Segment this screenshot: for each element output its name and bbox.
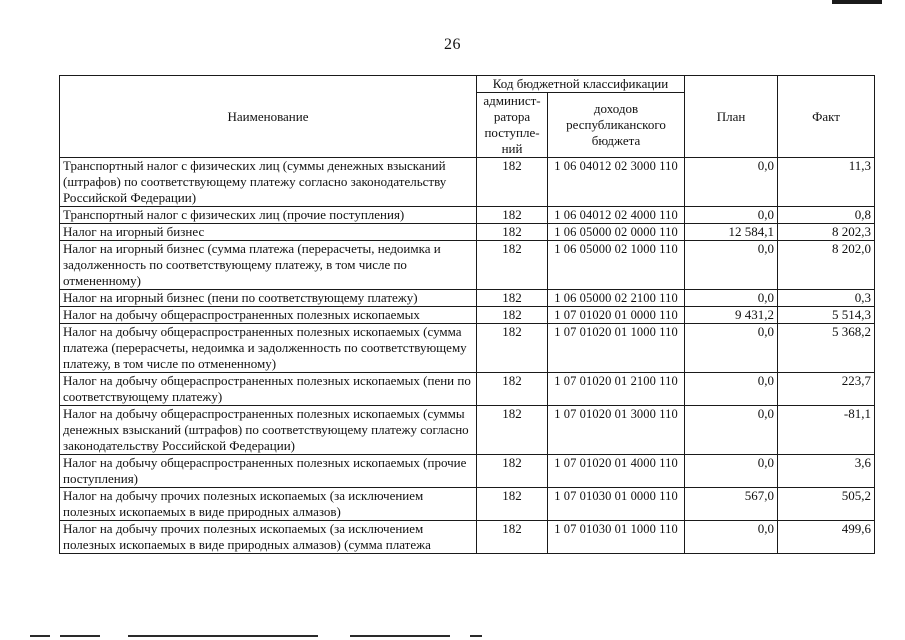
- row-admin-code: 182: [477, 373, 548, 406]
- row-budget-code: 1 07 01020 01 2100 110: [548, 373, 685, 406]
- row-admin-code: 182: [477, 455, 548, 488]
- row-plan: 0,0: [685, 207, 778, 224]
- row-plan: 9 431,2: [685, 307, 778, 324]
- row-fact: 11,3: [778, 158, 875, 207]
- header-plan: План: [685, 76, 778, 158]
- table-row: [60, 406, 875, 455]
- table-row: [60, 241, 875, 290]
- row-name: Налог на игорный бизнес: [60, 224, 477, 241]
- table-row: [60, 158, 875, 207]
- page-number: 26: [444, 36, 461, 53]
- row-budget-code: 1 06 05000 02 0000 110: [548, 224, 685, 241]
- row-plan: 0,0: [685, 324, 778, 373]
- header-revenue: доходов республиканского бюджета: [548, 93, 685, 158]
- row-fact: 8 202,3: [778, 224, 875, 241]
- table-row: [60, 224, 875, 241]
- row-name: Транспортный налог с физических лиц (прочие поступления): [60, 207, 477, 224]
- row-name: Налог на игорный бизнес (пени по соответствующему платежу): [60, 290, 477, 307]
- table-header: [60, 76, 875, 158]
- row-admin-code: 182: [477, 290, 548, 307]
- row-admin-code: 182: [477, 158, 548, 207]
- table-row: [60, 521, 875, 554]
- table-row: [60, 307, 875, 324]
- row-budget-code: 1 07 01020 01 3000 110: [548, 406, 685, 455]
- row-fact: 5 368,2: [778, 324, 875, 373]
- row-name: Налог на добычу общераспространенных полезных ископаемых (суммы денежных взысканий (штрафов) по соответствующему платежу согласно законодательству Российской Федерации): [60, 406, 477, 455]
- row-admin-code: 182: [477, 224, 548, 241]
- row-plan: 12 584,1: [685, 224, 778, 241]
- row-admin-code: 182: [477, 488, 548, 521]
- row-admin-code: 182: [477, 406, 548, 455]
- table-row: [60, 373, 875, 406]
- table-row: [60, 290, 875, 307]
- row-plan: 567,0: [685, 488, 778, 521]
- row-admin-code: 182: [477, 521, 548, 554]
- row-budget-code: 1 07 01020 01 4000 110: [548, 455, 685, 488]
- row-fact: 0,3: [778, 290, 875, 307]
- row-name: Налог на добычу прочих полезных ископаемых (за исключением полезных ископаемых в виде природных алмазов): [60, 488, 477, 521]
- table-row: [60, 207, 875, 224]
- header-admin: админист-ратора поступле-ний: [477, 93, 548, 158]
- table-row: [60, 324, 875, 373]
- row-admin-code: 182: [477, 207, 548, 224]
- row-name: Налог на добычу общераспространенных полезных ископаемых (прочие поступления): [60, 455, 477, 488]
- row-budget-code: 1 06 05000 02 1000 110: [548, 241, 685, 290]
- row-name: Налог на добычу общераспространенных полезных ископаемых (пени по соответствующему платежу): [60, 373, 477, 406]
- row-fact: 5 514,3: [778, 307, 875, 324]
- row-fact: 499,6: [778, 521, 875, 554]
- row-admin-code: 182: [477, 324, 548, 373]
- row-plan: 0,0: [685, 290, 778, 307]
- row-budget-code: 1 06 04012 02 3000 110: [548, 158, 685, 207]
- row-fact: 0,8: [778, 207, 875, 224]
- next-page-fragment: [0, 628, 905, 640]
- row-fact: 8 202,0: [778, 241, 875, 290]
- row-fact: 223,7: [778, 373, 875, 406]
- row-name: Налог на игорный бизнес (сумма платежа (перерасчеты, недоимка и задолженность по соответствующему платежу, в том числе по отмененному): [60, 241, 477, 290]
- row-budget-code: 1 07 01030 01 1000 110: [548, 521, 685, 554]
- table-row: [60, 488, 875, 521]
- row-budget-code: 1 07 01030 01 0000 110: [548, 488, 685, 521]
- row-budget-code: 1 07 01020 01 1000 110: [548, 324, 685, 373]
- row-budget-code: 1 07 01020 01 0000 110: [548, 307, 685, 324]
- row-fact: 505,2: [778, 488, 875, 521]
- row-plan: 0,0: [685, 373, 778, 406]
- header-kbk: Код бюджетной классификации: [477, 76, 685, 93]
- row-admin-code: 182: [477, 307, 548, 324]
- row-budget-code: 1 06 05000 02 2100 110: [548, 290, 685, 307]
- row-plan: 0,0: [685, 406, 778, 455]
- header-fact: Факт: [778, 76, 875, 158]
- row-name: Налог на добычу общераспространенных полезных ископаемых (сумма платежа (перерасчеты, недоимка и задолженность по соответствующему платежу, в том числе по отмененному): [60, 324, 477, 373]
- row-name: Транспортный налог с физических лиц (суммы денежных взысканий (штрафов) по соответствующему платежу согласно законодательству Российской Федерации): [60, 158, 477, 207]
- row-name: Налог на добычу прочих полезных ископаемых (за исключением полезных ископаемых в виде природных алмазов) (сумма платежа: [60, 521, 477, 554]
- row-admin-code: 182: [477, 241, 548, 290]
- table-row: [60, 455, 875, 488]
- row-budget-code: 1 06 04012 02 4000 110: [548, 207, 685, 224]
- table-body: [60, 158, 875, 554]
- header-name: Наименование: [60, 76, 477, 158]
- row-plan: 0,0: [685, 241, 778, 290]
- scan-mark: [832, 0, 882, 4]
- row-name: Налог на добычу общераспространенных полезных ископаемых: [60, 307, 477, 324]
- budget-table: [59, 75, 875, 554]
- row-plan: 0,0: [685, 158, 778, 207]
- row-plan: 0,0: [685, 455, 778, 488]
- row-fact: -81,1: [778, 406, 875, 455]
- row-fact: 3,6: [778, 455, 875, 488]
- row-plan: 0,0: [685, 521, 778, 554]
